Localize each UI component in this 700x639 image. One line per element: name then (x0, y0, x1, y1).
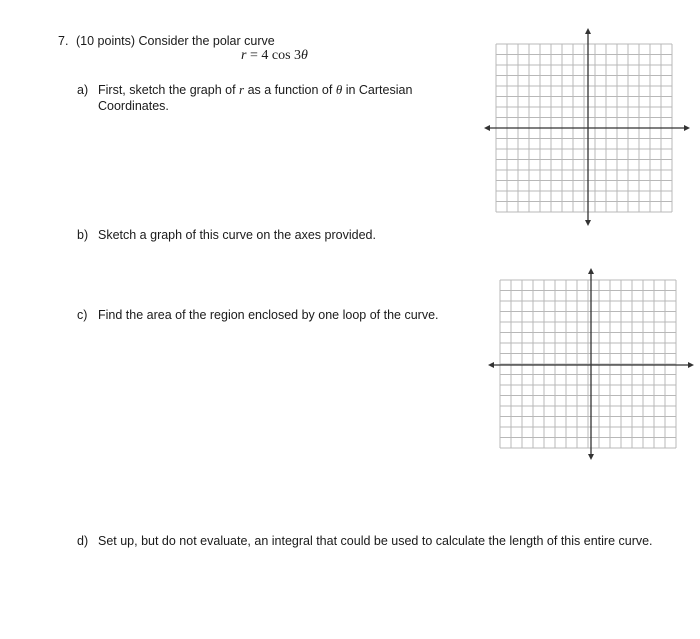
x-axis-arrow-left (488, 362, 494, 368)
problem-intro: (10 points) Consider the polar curve (76, 34, 275, 48)
grid-lines (500, 280, 676, 448)
part-a-text-post: in Cartesian (342, 83, 413, 97)
part-d-label: d) (77, 534, 89, 548)
polar-grid-part-b[interactable] (488, 268, 694, 460)
problem-number: 7. (58, 34, 69, 48)
part-a-text-pre: First, sketch the graph of (98, 83, 240, 97)
part-c-label: c) (77, 308, 88, 322)
part-a-text-mid: as a function of (244, 83, 336, 97)
part-a-line2: Coordinates. (98, 99, 169, 113)
part-a-line1 (98, 82, 412, 98)
part-a-var-r: r (239, 82, 245, 97)
part-a-label: a) (77, 83, 89, 97)
part-a-var-theta: θ (335, 82, 343, 97)
part-d-text: Set up, but do not evaluate, an integral that could be used to calculate the length of this entire curve. (98, 534, 653, 548)
equation-rhs: 4 cos 3 (261, 48, 302, 63)
part-b-text: Sketch a graph of this curve on the axes provided. (98, 228, 376, 242)
x-axis-arrow-left (484, 125, 490, 131)
part-b-label: b) (77, 228, 89, 242)
polar-equation (241, 48, 308, 64)
y-axis-arrow-up (588, 268, 594, 274)
part-c-text: Find the area of the region enclosed by one loop of the curve. (98, 308, 439, 322)
equation-equals: = (249, 48, 258, 63)
x-axis-arrow-right (684, 125, 690, 131)
y-axis-arrow-down (585, 220, 591, 226)
equation-theta: θ (301, 48, 308, 63)
x-axis-arrow-right (688, 362, 694, 368)
y-axis-arrow-down (588, 454, 594, 460)
y-axis-arrow-up (585, 28, 591, 34)
cartesian-grid-part-a[interactable] (484, 28, 690, 226)
equation-lhs-variable: r (241, 48, 247, 63)
